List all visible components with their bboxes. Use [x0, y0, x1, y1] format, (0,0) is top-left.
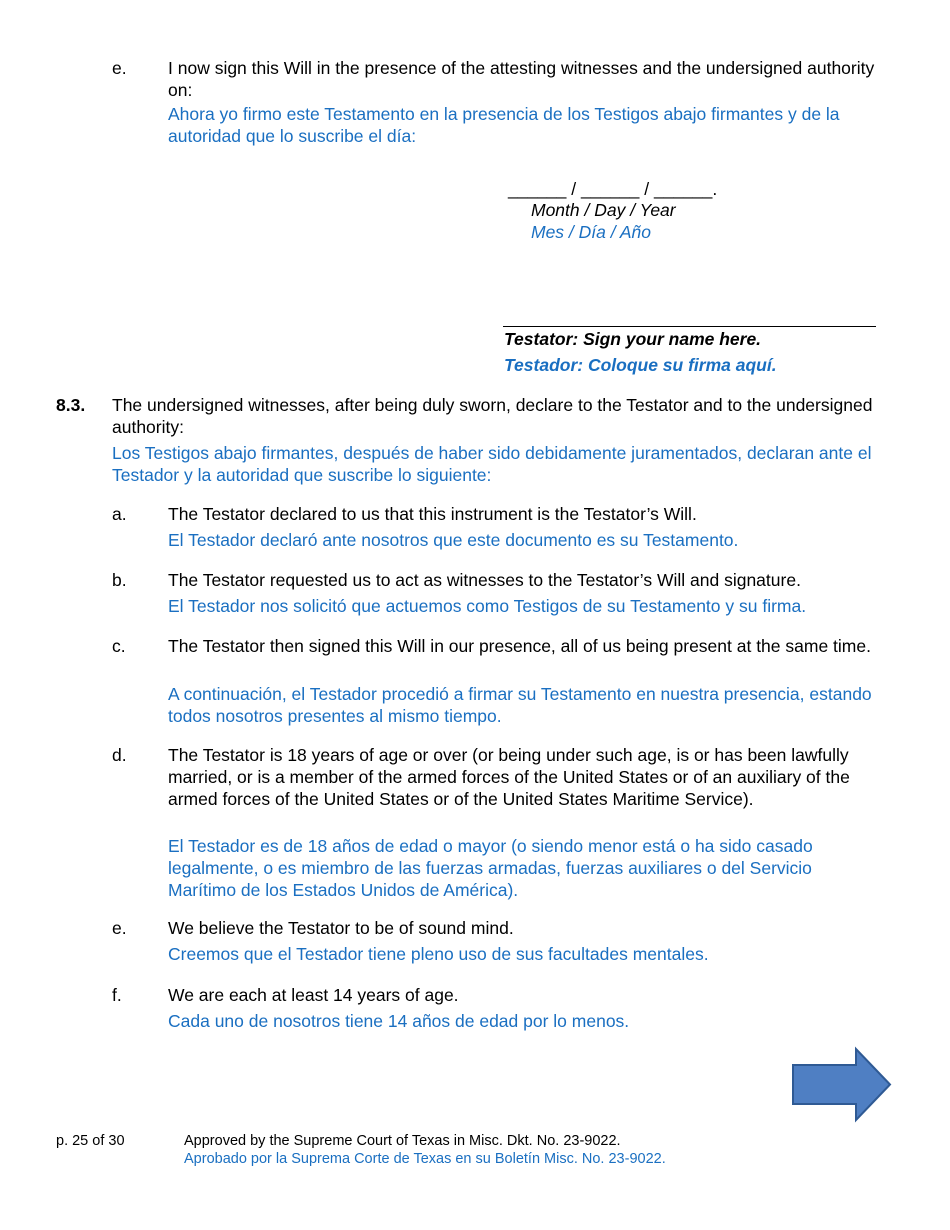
- item-marker-e-top: e.: [112, 58, 127, 78]
- item-f-english: We are each at least 14 years of age.: [168, 985, 459, 1005]
- testator-sign-label-english: Testator: Sign your name here.: [504, 329, 762, 349]
- item-c-spanish: A continuación, el Testador procedió a firmar su Testamento en nuestra presencia, estando todos nosotros presentes al mismo tiempo.: [168, 684, 872, 726]
- footer-approved-english: Approved by the Supreme Court of Texas in Misc. Dkt. No. 23-9022.: [184, 1133, 621, 1149]
- item-d-english: The Testator is 18 years of age or over (or being under such age, is or has been lawfully married, or is a member of the armed forces of the United States or of an auxiliary of the armed forces of the United States or of the United States Maritime Service).: [168, 745, 850, 809]
- footer-approved-spanish: Aprobado por la Suprema Corte de Texas en su Boletín Misc. No. 23-9022.: [184, 1151, 666, 1167]
- date-line: ______ / ______ / ______.: [508, 179, 718, 199]
- item-b-english: The Testator requested us to act as witnesses to the Testator’s Will and signature.: [168, 570, 801, 590]
- item-e-english: We believe the Testator to be of sound mind.: [168, 918, 514, 938]
- date-label-spanish: Mes / Día / Año: [531, 222, 651, 242]
- date-label-english: Month / Day / Year: [531, 200, 676, 220]
- item-c-english: The Testator then signed this Will in our presence, all of us being present at the same time.: [168, 636, 871, 656]
- testator-signature-line[interactable]: [503, 326, 876, 327]
- section-8-3-english: The undersigned witnesses, after being duly sworn, declare to the Testator and to the undersigned authority:: [112, 395, 873, 437]
- page-number: p. 25 of 30: [56, 1133, 125, 1149]
- next-page-arrow-icon[interactable]: [790, 1046, 894, 1124]
- item-a-english: The Testator declared to us that this instrument is the Testator’s Will.: [168, 504, 697, 524]
- testator-sign-label-spanish: Testador: Coloque su firma aquí.: [504, 355, 777, 375]
- item-marker-f: f.: [112, 985, 122, 1005]
- item-f-spanish: Cada uno de nosotros tiene 14 años de edad por lo menos.: [168, 1011, 630, 1031]
- section-8-3-spanish: Los Testigos abajo firmantes, después de haber sido debidamente juramentados, declaran ante el Testador y la autoridad que suscribe lo siguiente:: [112, 443, 872, 485]
- item-marker-e: e.: [112, 918, 127, 938]
- section-number-8-3: 8.3.: [56, 395, 86, 415]
- item-marker-b: b.: [112, 570, 127, 590]
- item-marker-d: d.: [112, 745, 127, 765]
- item-d-spanish: El Testador es de 18 años de edad o mayor (o siendo menor está o ha sido casado legalmente, o es miembro de las fuerzas armadas, fuerzas auxiliares o del Servicio Marítimo de los Estados Unidos de América).: [168, 836, 813, 900]
- item-e-spanish: Creemos que el Testador tiene pleno uso de sus facultades mentales.: [168, 944, 709, 964]
- item-a-spanish: El Testador declaró ante nosotros que este documento es su Testamento.: [168, 530, 739, 550]
- section-e-english: I now sign this Will in the presence of the attesting witnesses and the undersigned authority on:: [168, 58, 875, 100]
- item-marker-a: a.: [112, 504, 127, 524]
- item-marker-c: c.: [112, 636, 126, 656]
- section-e-spanish: Ahora yo firmo este Testamento en la presencia de los Testigos abajo firmantes y de la autoridad que lo suscribe el día:: [168, 104, 840, 146]
- item-b-spanish: El Testador nos solicitó que actuemos como Testigos de su Testamento y su firma.: [168, 596, 807, 616]
